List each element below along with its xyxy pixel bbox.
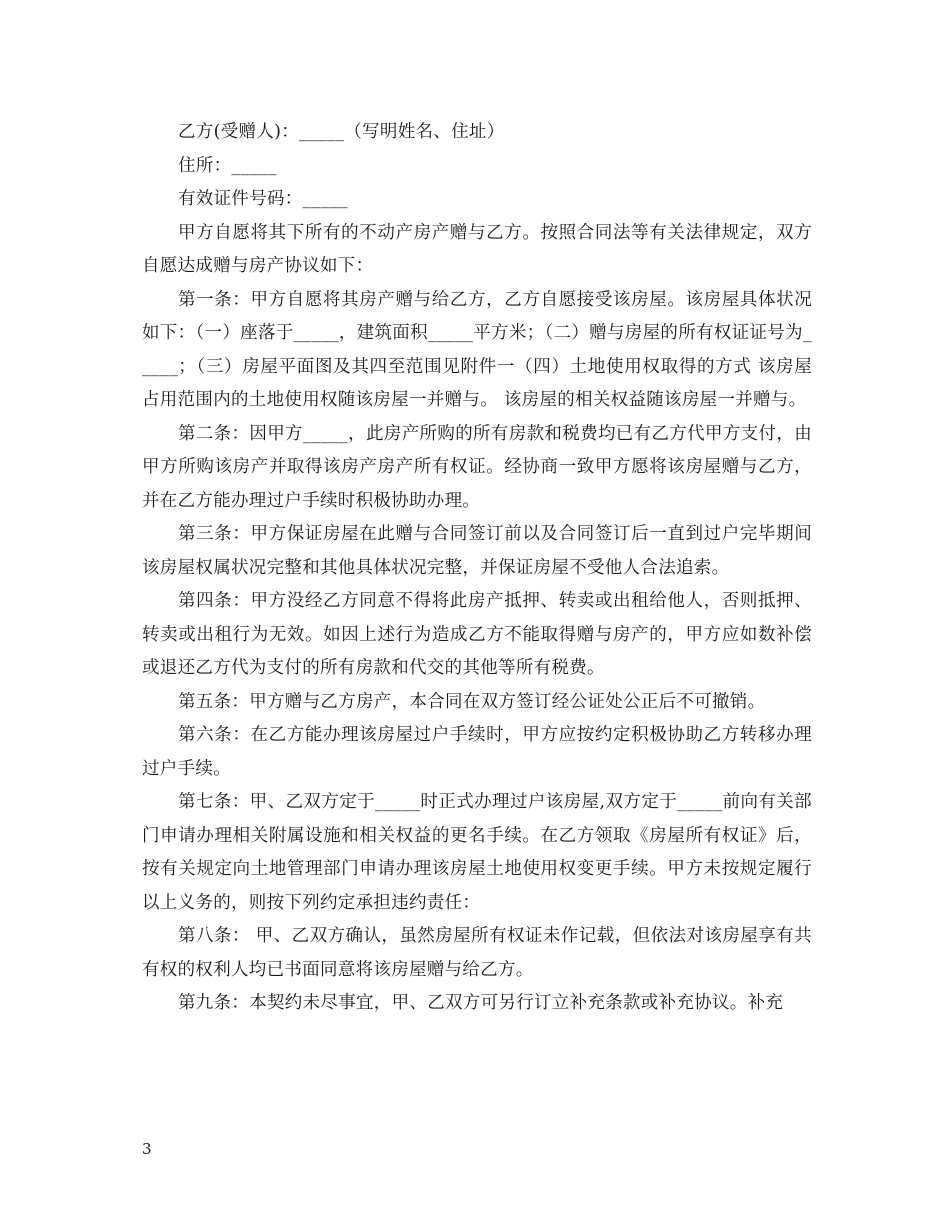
paragraph-article-4: 第四条：甲方没经乙方同意不得将此房产抵押、转卖或出租给他人，否则抵押、转卖或出租行为无效。如因上述行为造成乙方不能取得赠与房产的，甲方应如数补偿或退还乙方代为支付的所有房款和代交的其他等所有税费。 (142, 591, 812, 678)
paragraph-id-number: 有效证件号码：_____ (178, 189, 348, 209)
paragraph-article-9: 第九条：本契约未尽事宜，甲、乙双方可另行订立补充条款或补充协议。补充 (178, 993, 784, 1013)
paragraph-article-3: 第三条：甲方保证房屋在此赠与合同签订前以及合同签订后一直到过户完毕期间该房屋权属状况完整和其他具体状况完整，并保证房屋不受他人合法追索。 (142, 524, 812, 578)
paragraph-article-5: 第五条：甲方赠与乙方房产，本合同在双方签订经公证处公正后不可撤销。 (178, 691, 766, 712)
paragraph-article-7: 第七条：甲、乙双方定于_____时正式办理过户该房屋,双方定于_____前向有关部门申请办理相关附属设施和相关权益的更名手续。在乙方领取《房屋所有权证》后，按有关规定向土地管理部门申请办理该房屋土地使用权变更手续。甲方未按规定履行以上义务的，则按下列约定承担违约责任： (142, 792, 812, 913)
document-body (142, 116, 812, 1021)
paragraph-article-1: 第一条：甲方自愿将其房产赠与给乙方，乙方自愿接受该房屋。该房屋具体状况如下：（一）座落于_____，建筑面积_____平方米；（二）赠与房屋的所有权证证号为_____；（三）房屋平面图及其四至范围见附件一（四）土地使用权取得的方式 该房屋占用范围内的土地使用权随该房屋一并赠与。 该房屋的相关权益随该房屋一并赠与。 (142, 289, 812, 410)
page-number: 3 (142, 1140, 152, 1158)
paragraph-intro: 甲方自愿将其下所有的不动产房产赠与乙方。按照合同法等有关法律规定，双方自愿达成赠与房产协议如下： (142, 222, 812, 276)
paragraph-article-8: 第八条： 甲、乙双方确认，虽然房屋所有权证未作记载，但依法对该房屋享有共有权的权利人均已书面同意将该房屋赠与给乙方。 (142, 926, 812, 980)
paragraph-article-6: 第六条：在乙方能办理该房屋过户手续时，甲方应按约定积极协助乙方转移办理过户手续。 (142, 725, 812, 779)
paragraph-residence: 住所：_____ (178, 155, 277, 176)
paragraph-recipient: 乙方(受赠人)：_____（写明姓名、住址） (178, 122, 505, 142)
paragraph-article-2: 第二条：因甲方_____，此房产所购的所有房款和税费均已有乙方代甲方支付，由甲方所购该房产并取得该房产房产所有权证。经协商一致甲方愿将该房屋赠与乙方，并在乙方能办理过户手续时积极协助办理。 (142, 423, 812, 511)
